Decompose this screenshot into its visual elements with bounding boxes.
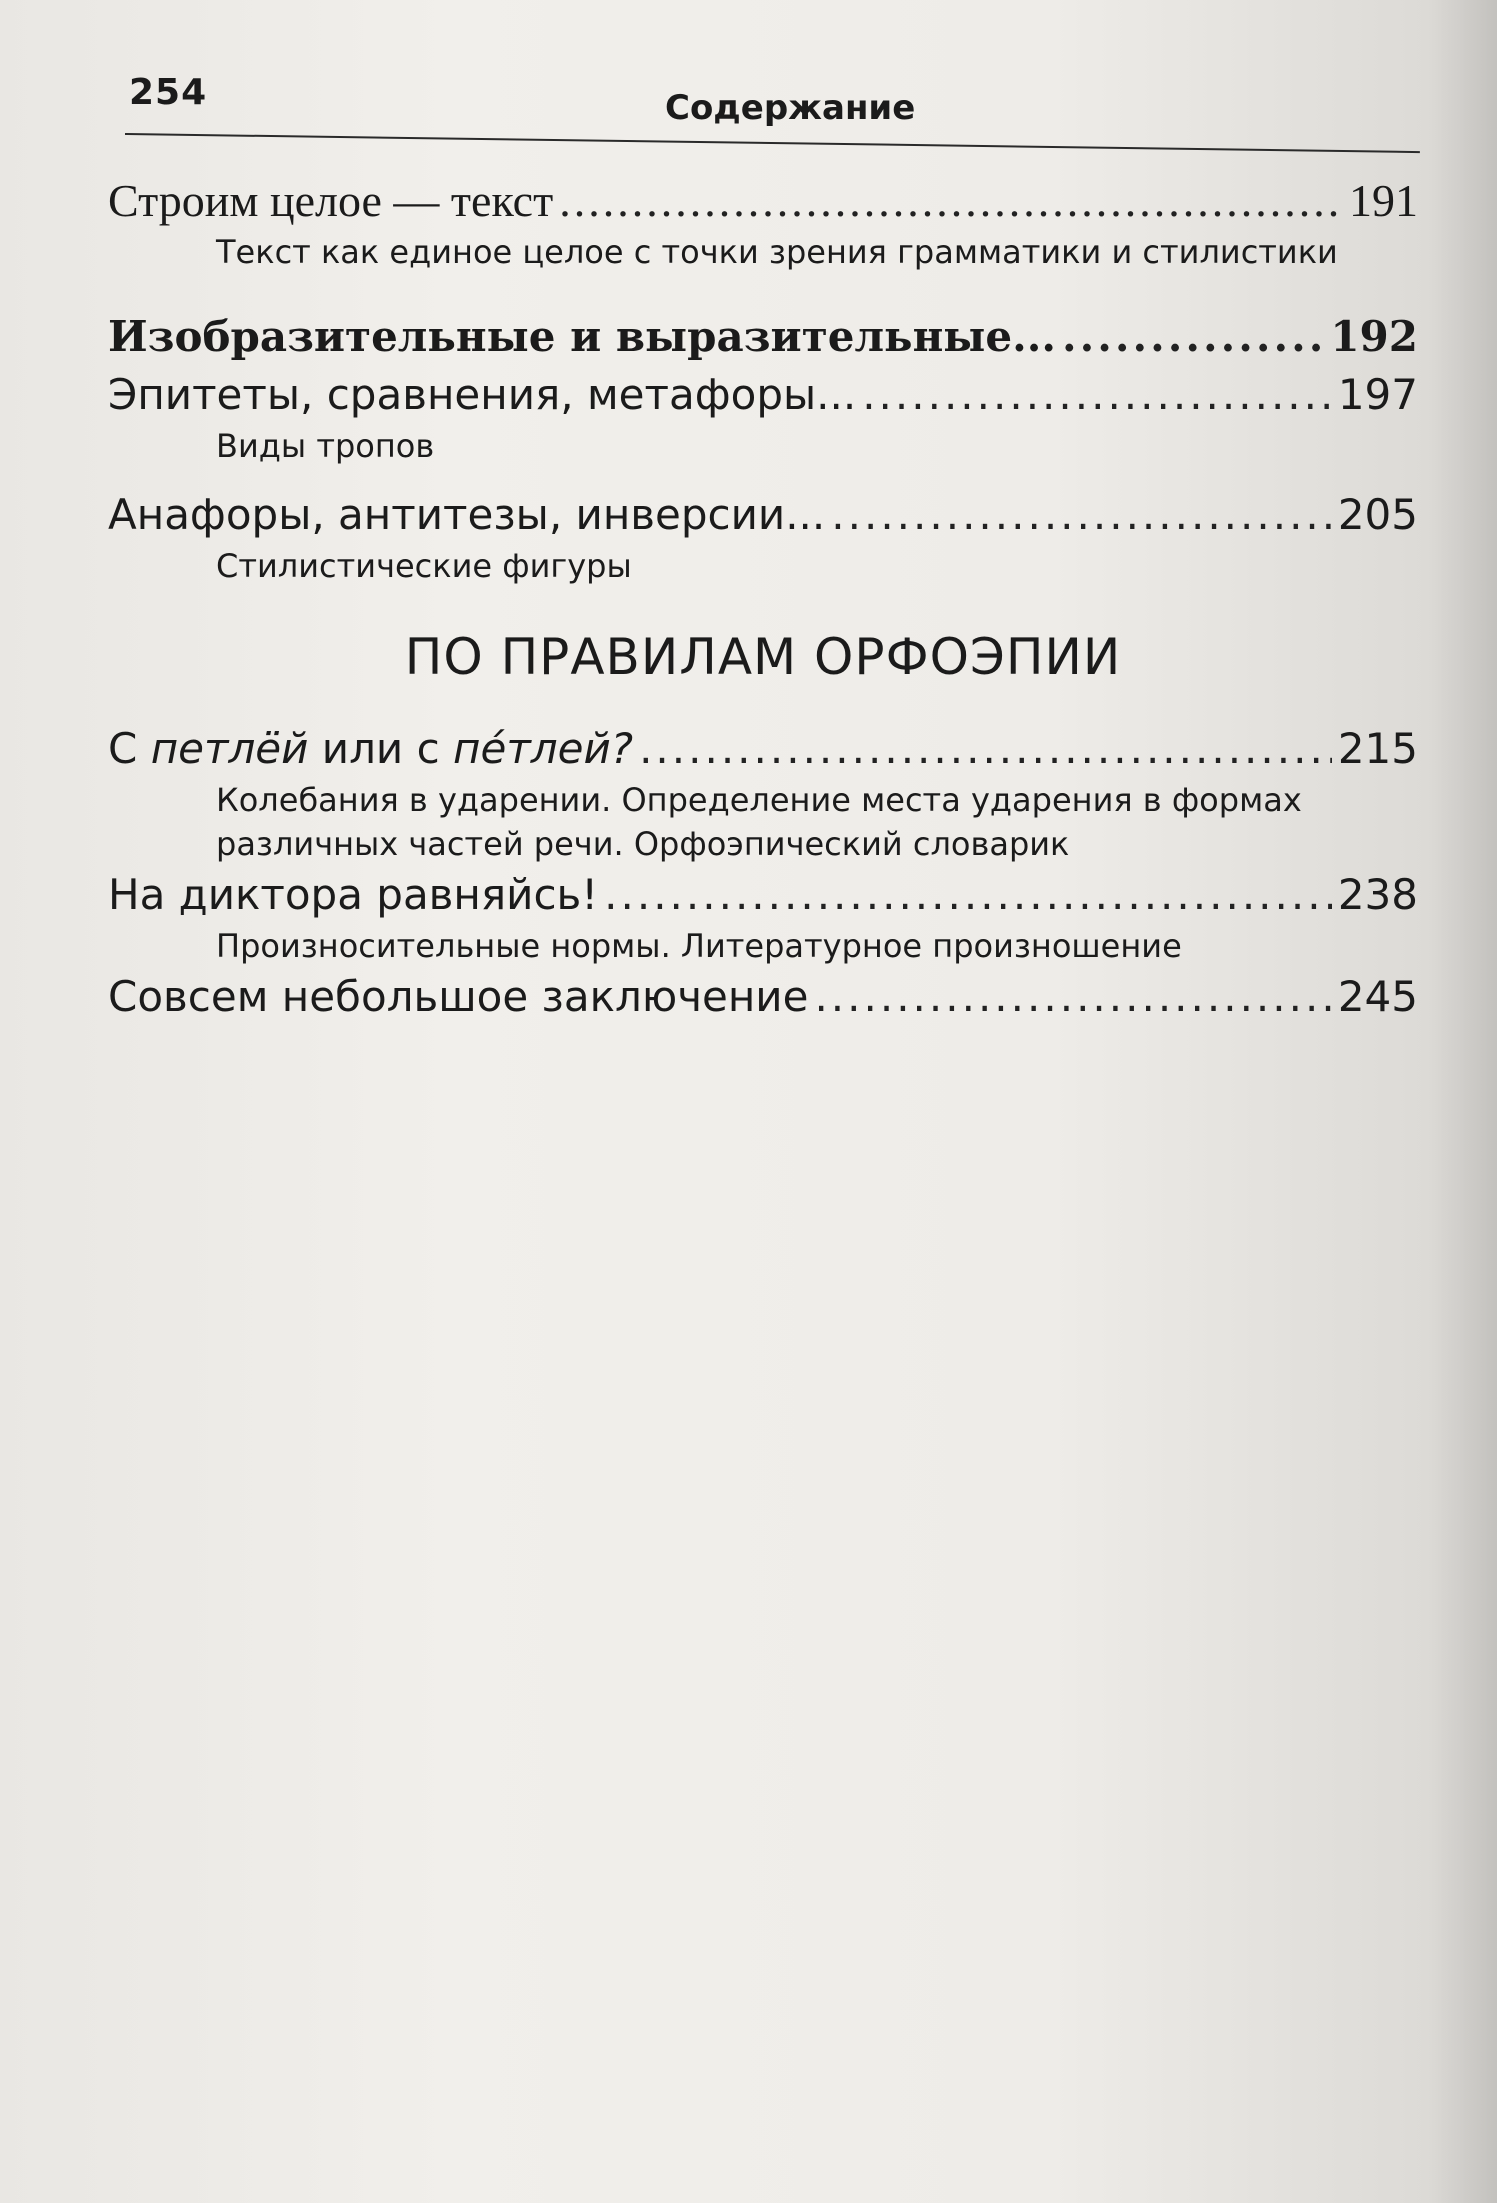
toc-entry-title: Анафоры, антитезы, инверсии...	[108, 490, 826, 539]
toc-entry-subtitle: Произносительные нормы. Литературное произношение	[216, 927, 1182, 965]
toc-entry-conclusion[interactable]	[108, 968, 1418, 1026]
toc-entry-page: 245	[1337, 972, 1418, 1021]
title-italic-word: пéтлей?	[453, 724, 634, 773]
dot-leader	[604, 866, 1332, 924]
toc-entry-title: Строим целое — текст	[108, 175, 554, 226]
toc-entry-stress[interactable]	[108, 720, 1418, 778]
toc-entry-page: 197	[1337, 370, 1418, 419]
toc-entry-subtitle: Стилистические фигуры	[216, 547, 632, 585]
dot-leader	[814, 968, 1331, 1026]
toc-entry-page: 215	[1337, 724, 1418, 773]
toc-entry-title	[108, 720, 633, 778]
toc-entry-title: На диктора равняйсь!	[108, 870, 599, 919]
dot-leader	[639, 720, 1332, 778]
section-heading: ПО ПРАВИЛАМ ОРФОЭПИИ	[404, 628, 1122, 686]
dot-leader	[862, 366, 1332, 424]
page-number: 254	[129, 72, 208, 113]
dot-leader	[1062, 308, 1324, 366]
title-italic-word: петлёй	[150, 724, 309, 773]
title-part: С	[108, 724, 151, 773]
dot-leader	[559, 172, 1343, 230]
toc-entry-announcer[interactable]	[108, 866, 1418, 924]
toc-entry-subtitle: Виды тропов	[216, 427, 435, 465]
table-of-contents	[108, 172, 1418, 1026]
page-edge-shadow	[1427, 0, 1497, 2203]
toc-entry-text-whole[interactable]	[108, 172, 1418, 230]
toc-entry-page: 192	[1330, 312, 1418, 361]
toc-entry-subtitle: Текст как единое целое с точки зрения грамматики и стилистики	[216, 233, 1338, 271]
toc-entry-subtitle: Колебания в ударении. Определение места ударения в формах различных частей речи. Орфоэпический словарик	[216, 781, 1302, 863]
toc-entry-title: Эпитеты, сравнения, метафоры...	[108, 370, 857, 419]
toc-entry-page: 238	[1337, 870, 1418, 919]
toc-entry-page: 205	[1337, 490, 1418, 539]
toc-entry-epithets[interactable]	[108, 366, 1418, 424]
dot-leader	[831, 486, 1332, 544]
toc-entry-figurative[interactable]	[108, 308, 1418, 366]
toc-entry-anaphoras[interactable]	[108, 486, 1418, 544]
toc-entry-title: Совсем небольшое заключение	[108, 972, 809, 1021]
title-part: или с	[308, 724, 454, 773]
running-title: Содержание	[665, 88, 916, 128]
toc-entry-title: Изобразительные и выразительные...	[108, 312, 1056, 361]
toc-entry-page: 191	[1349, 175, 1418, 226]
running-header	[125, 70, 1420, 150]
